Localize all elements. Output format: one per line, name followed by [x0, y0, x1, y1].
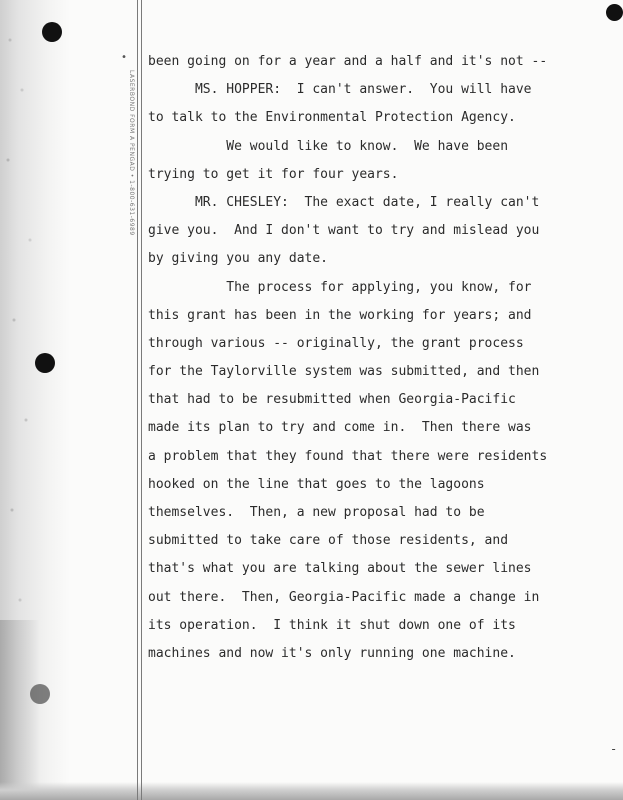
transcript-line: We would like to know. We have been	[148, 138, 509, 154]
left-margin-rule-inner	[141, 0, 142, 800]
transcript-line: for the Taylorville system was submitted, and then	[148, 364, 540, 380]
margin-dot: •	[121, 52, 128, 63]
transcript-line: its operation. I think it shut down one of its	[148, 617, 516, 633]
transcript-line: through various -- originally, the grant process	[148, 335, 524, 351]
transcript-line: by giving you any date.	[148, 251, 329, 267]
transcript-line: machines and now it's only running one machine.	[148, 645, 516, 661]
left-margin-rule	[137, 0, 138, 800]
transcript-line: to talk to the Environmental Protection Agency.	[148, 110, 516, 126]
transcript-line: been going on for a year and a half and it's not --	[148, 54, 548, 69]
transcript-line: made its plan to try and come in. Then there was	[148, 420, 532, 436]
transcript-line: that had to be resubmitted when Georgia-Pacific	[148, 392, 516, 408]
scanned-bottom-edge	[0, 782, 623, 800]
transcript-line: hooked on the line that goes to the lagoons	[148, 476, 485, 492]
transcript-line: submitted to take care of those residents, and	[148, 533, 509, 549]
transcript-line: trying to get it for four years.	[148, 166, 399, 182]
transcript-line: that's what you are talking about the sewer lines	[148, 561, 532, 577]
form-imprint-text: LASERBOND FORM A PENGAD • 1-800-631-6989	[128, 70, 135, 236]
margin-dash: -	[610, 742, 618, 756]
transcript-line: MS. HOPPER: I can't answer. You will have	[148, 82, 532, 98]
binder-hole-corner	[606, 4, 623, 21]
transcript-line: this grant has been in the working for years; and	[148, 307, 532, 323]
transcript-line: a problem that they found that there were residents	[148, 448, 548, 464]
binder-hole-middle	[35, 353, 55, 373]
transcript-line: The process for applying, you know, for	[148, 279, 532, 295]
transcript-line: out there. Then, Georgia-Pacific made a change in	[148, 589, 540, 605]
binder-hole-top	[42, 22, 62, 42]
scan-smudge	[0, 620, 40, 800]
transcript-line: MR. CHESLEY: The exact date, I really can't	[148, 194, 540, 210]
vertical-form-imprint	[121, 70, 135, 710]
binder-hole-bottom	[30, 684, 50, 704]
transcript-body	[148, 48, 593, 668]
transcript-line: give you. And I don't want to try and mislead you	[148, 223, 540, 239]
transcript-line: themselves. Then, a new proposal had to be	[148, 505, 485, 520]
